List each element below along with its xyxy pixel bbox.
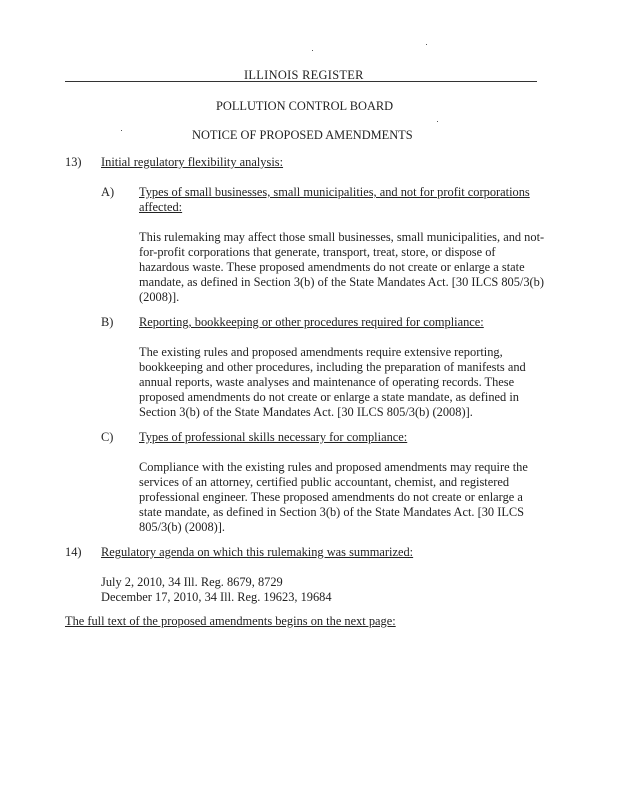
item-13b-text-line: Section 3(b) of the State Mandates Act. [30 ILCS 805/3(b) (2008)].: [139, 405, 473, 419]
item-13-heading: Initial regulatory flexibility analysis:: [101, 155, 284, 169]
register-title: ILLINOIS REGISTER: [244, 68, 364, 82]
item-13b-text-line: The existing rules and proposed amendments require extensive reporting,: [139, 345, 503, 359]
header-rule: [65, 81, 537, 82]
item-14-heading: Regulatory agenda on which this rulemaking was summarized:: [101, 545, 414, 559]
item-13b-heading: Reporting, bookkeeping or other procedures required for compliance:: [139, 315, 484, 329]
item-14-number: 14): [65, 545, 82, 559]
item-13c-letter: C): [101, 430, 114, 444]
item-13a-text-line: This rulemaking may affect those small businesses, small municipalities, and not-: [139, 230, 545, 244]
notice-title: NOTICE OF PROPOSED AMENDMENTS: [192, 128, 413, 142]
item-14-entry: July 2, 2010, 34 Ill. Reg. 8679, 8729: [101, 575, 283, 589]
item-13a-text-line: (2008)].: [139, 290, 180, 304]
item-13c-text-line: Compliance with the existing rules and proposed amendments may require the: [139, 460, 528, 474]
item-13b-letter: B): [101, 315, 114, 329]
item-13a-letter: A): [101, 185, 115, 199]
item-13c-text-line: services of an attorney, certified public accountant, chemist, and registered: [139, 475, 510, 489]
item-13c-heading: Types of professional skills necessary for compliance:: [139, 430, 408, 444]
item-13a-text-line: mandate, as defined in Section 3(b) of the State Mandates Act. [30 ILCS 805/3(b): [139, 275, 545, 289]
scan-speck: [312, 50, 313, 51]
item-13c-text-line: professional engineer. These proposed amendments do not create or enlarge a: [139, 490, 523, 504]
agency-name: POLLUTION CONTROL BOARD: [216, 99, 394, 113]
full-text-note: The full text of the proposed amendments begins on the next page:: [65, 614, 396, 628]
item-14-entry: December 17, 2010, 34 Ill. Reg. 19623, 19684: [101, 590, 332, 604]
item-13a-heading-line-2: affected:: [139, 200, 183, 214]
item-13b-text-line: annual reports, waste analyses and maintenance of operating records. These: [139, 375, 515, 389]
item-13b-text-line: proposed amendments do not create or enlarge a state mandate, as defined in: [139, 390, 519, 404]
item-13b-text-line: bookkeeping and other procedures, including the preparation of manifests and: [139, 360, 526, 374]
item-13-number: 13): [65, 155, 82, 169]
scan-speck: [426, 44, 427, 45]
item-13a-heading-line-1: Types of small businesses, small municipalities, and not for profit corporations: [139, 185, 530, 199]
item-13a-text-line: for-profit corporations that generate, transport, treat, store, or dispose of: [139, 245, 496, 259]
item-13c-text-line: 805/3(b) (2008)].: [139, 520, 226, 534]
scan-speck: [121, 130, 122, 131]
scan-speck: [437, 121, 438, 122]
item-13c-text-line: state mandate, as defined in Section 3(b) of the State Mandates Act. [30 ILCS: [139, 505, 525, 519]
item-13a-text-line: hazardous waste. These proposed amendments do not create or enlarge a state: [139, 260, 525, 274]
